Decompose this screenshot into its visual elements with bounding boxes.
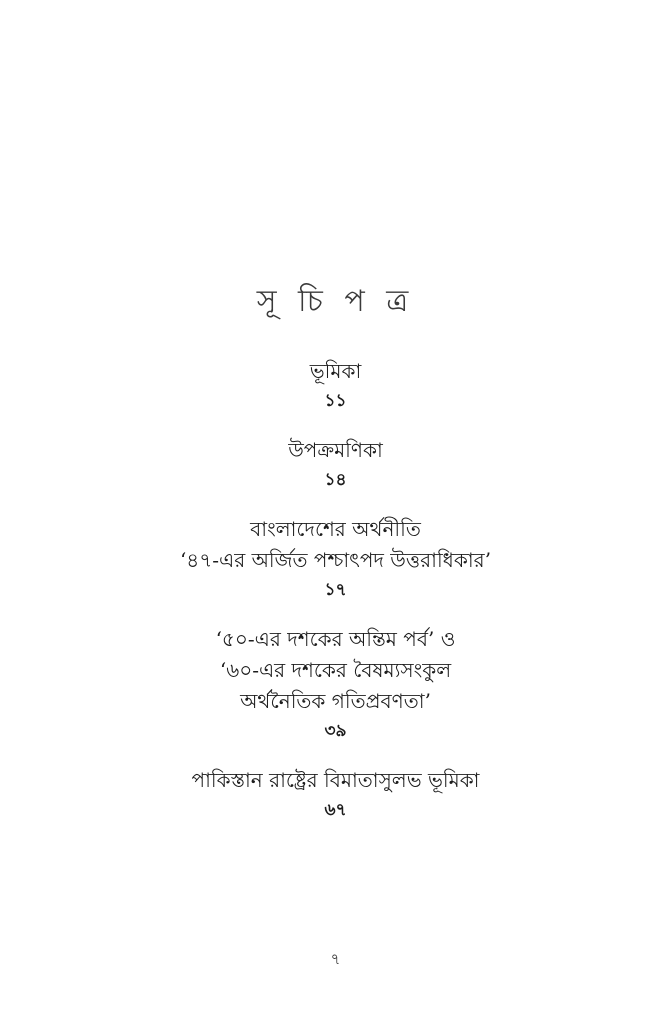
toc-title: সূ চি প ত্র: [256, 284, 415, 319]
toc-entry-bhumika: [0, 356, 671, 415]
toc-entry-page-number: ৩৯: [324, 721, 347, 741]
toc-entry-title-line-2: ‘৪৭-এর অর্জিত পশ্চাৎপদ উত্তরাধিকার’: [179, 548, 492, 572]
toc-entry-page-number: ১৪: [324, 470, 347, 490]
table-of-contents: [0, 356, 671, 844]
toc-entry-title-line-1: ‘৫০-এর দশকের অন্তিম পর্ব’ ও: [215, 627, 456, 651]
toc-entry-title: পাকিস্তান রাষ্ট্রের বিমাতাসুলভ ভূমিকা: [191, 768, 480, 792]
page-folio-number: ৭: [330, 950, 341, 968]
toc-entry-title-line-1: বাংলাদেশের অর্থনীতি: [250, 517, 421, 541]
toc-entry-title-line-2: ‘৬০-এর দশকের বৈষম্যসংকুল: [219, 658, 452, 682]
toc-entry-title: উপক্রমণিকা: [288, 438, 383, 462]
toc-entry-title: ভূমিকা: [309, 359, 362, 383]
toc-entry-title-line-3: অর্থনৈতিক গতিপ্রবণতা’: [240, 689, 431, 713]
toc-entry-page-number: ১১: [324, 391, 347, 411]
toc-entry-pakistan-state: [0, 765, 671, 824]
toc-entry-fifties-sixties: [0, 624, 671, 745]
toc-entry-page-number: ৬৭: [324, 800, 347, 820]
toc-entry-bangladesh-economy: [0, 514, 671, 604]
toc-entry-upakramanika: [0, 435, 671, 494]
toc-entry-page-number: ১৭: [324, 580, 347, 600]
